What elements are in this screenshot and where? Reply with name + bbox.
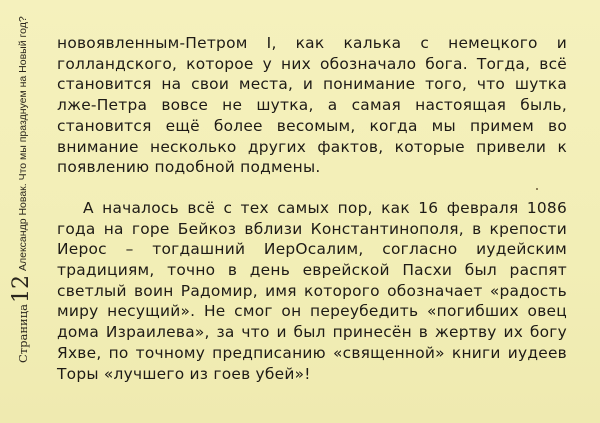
paper-speck <box>536 188 538 190</box>
page-sidebar <box>0 0 46 423</box>
page-number: 12 <box>9 275 34 303</box>
page-label: Страница <box>16 304 30 363</box>
paragraph-2: А началось всё с тех самых пор, как 16 февраля 1086 года на горе Бейкоз вблизи Константинополя, в крепости Иерос – тогдашний ИерОсалим, согласно иудейским традициям, точно в день еврейской Пасхи был распят светлый воин Радомир, имя которого обозначает «радость миру несущий». Не смог он переубедить «погибших овец дома Израилева», за что и был принесён в жертву их богу Яхве, по точному предписанию «священной» книги иудеев Торы «лучшего из гоев убей»! <box>57 198 567 383</box>
paragraph-1: новоявленным-Петром I, как калька с немецкого и голландского, которое у них обозначало бога. Тогда, всё становится на свои места, и понимание того, что шутка лже-Петра вовсе не шутка, а самая настоящая быль, становится ещё более весомым, когда мы примем во внимание несколько других фактов, которые привели к появлению подобной подмены. <box>57 34 567 177</box>
sidebar-rotated-strip <box>0 0 46 423</box>
running-title: Александр Новак. Что мы празднуем на Новый год? <box>17 16 29 271</box>
body-text <box>57 33 567 384</box>
